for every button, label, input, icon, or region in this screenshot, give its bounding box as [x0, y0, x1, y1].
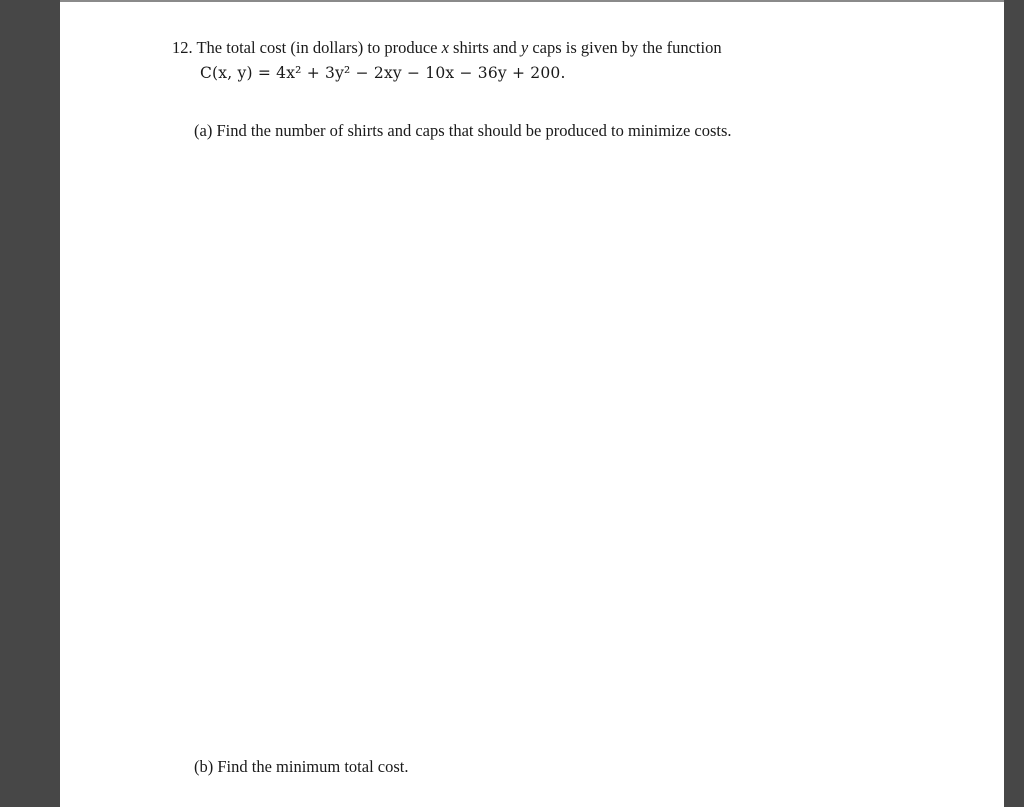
document-page — [60, 0, 1004, 807]
variable-y: y — [520, 38, 529, 57]
question-text-part-3: caps is given by the function — [528, 38, 722, 57]
question-number: 12. — [172, 38, 193, 57]
cost-function-equation: C(x, y) = 4x² + 3y² − 2xy − 10x − 36y + 200. — [200, 64, 566, 82]
variable-x: x — [441, 38, 449, 57]
question-text-part-2: shirts and — [448, 38, 521, 57]
question-statement — [172, 38, 722, 58]
question-text-part-1: The total cost (in dollars) to produce — [192, 38, 442, 57]
part-a-prompt: (a) Find the number of shirts and caps that should be produced to minimize costs. — [194, 121, 732, 140]
part-b-prompt: (b) Find the minimum total cost. — [194, 757, 409, 776]
